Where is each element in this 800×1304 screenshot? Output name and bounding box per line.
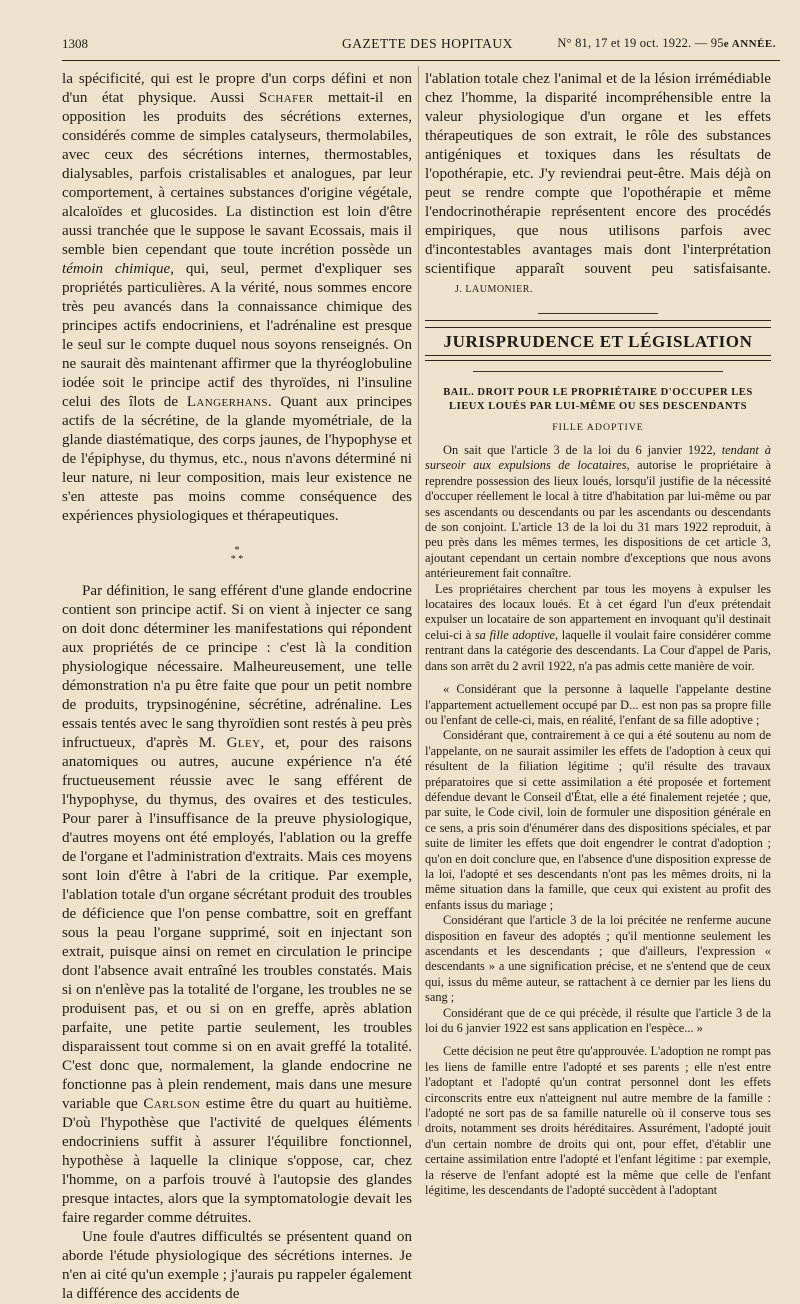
text-run: estime être du quart au huitième. D'où l'hypothèse que l'activité de quelques éléments endocriniens suffit à assurer l'équilibre fonctionnel, hypothèse à laquelle la clinique s'oppose, car, chez l'homme, on a parfois trouvé à l'autopsie des glandes presque intactes, alors que la symptomatologie devait les faire regarder comme détruites. [62, 1096, 412, 1226]
author-name: Langerhans [186, 394, 268, 410]
paragraph: Cette décision ne peut être qu'approuvée. L'adoption ne rompt pas les liens de famille entre l'adopté et ses parents ; elle n'est entre l'adoptant et l'adopté qu'un contrat personnel dont les effets circonscrits entre eux n'atteignent nul autre membre de la famille : l'adopté ne sort pas de sa famille naturelle où il conserve tous ses droits, notamment ses droits héréditaires. Assurément, l'adopté jouit d'un certain nombre de droits qui ont, pour effet, d'établir une certaine assimilation entre l'adopté et l'enfant légitime : par exemple, la réserve de l'enfant adopté est la même que celle de l'enfant légitime, les descendants de l'adopté succèdent à l'adoptant [425, 1044, 771, 1198]
separator-star: * [234, 545, 240, 556]
column-divider [418, 66, 419, 1126]
issue-year: e ANNÉE. [723, 38, 776, 50]
section-separator [62, 546, 412, 564]
text-run: la spécificité, qui est le propre d'un corps défini et non d'un état physique. Aussi [62, 71, 412, 106]
section-heading-box [425, 320, 771, 361]
text-run: qui, seul, permet d'expliquer ses propriétés particulières. A la vérité, nous sommes encore très peu avancés dans la connaissance chimique des principes actifs endocriniens, et l'adrénaline est presque le seul sur le compte duquel nous soyons renseignés. On ne saurait dès maintenant affirmer que la thyréoglobuline iodée soit le principe actif des thyroïdes, ni l'insuline celui des îlots de [62, 261, 412, 410]
page-header [62, 34, 780, 61]
quotation-paragraph: Considérant que, contrairement à ce qui a été soutenu au nom de l'appelante, on ne saurait assimiler les effets de l'adoption à ceux qui résultent de la filiation légitime ; qu'il résulte des travaux préparatoires que si cette assimilation a été proposée et fortement défendue devant le Conseil d'État, elle a été finalement rejetée ; que, par suite, le Code civil, loin de formuler une disposition générale en ce sens, a pris soin d'énumérer dans des dispositions spéciales, et par suite de limiter les effets que doit engendrer le contrat d'adoption ; qu'on en doit conclure que, en l'absence d'une disposition expresse de la loi, l'adopté et ses descendants n'ont pas les mêmes droits, ni la même situation dans la famille, que ceux qui existent au profit des enfants issus du mariage ; [425, 728, 771, 912]
author-signature: J. LAUMONIER. [455, 284, 533, 295]
author-name: Schafer [258, 90, 314, 106]
quotation-paragraph: Considérant que l'article 3 de la loi précitée ne renferme aucune disposition en faveur des adoptés ; qu'il mentionne seulement les ascendants et les descendants ; que d'ailleurs, l'expression « descendants » a une signification précise, et ne s'entend que de ceux qui, issus du même auteur, se rattachent à ce dernier par les liens du sang ; [425, 913, 771, 1005]
paragraph [425, 443, 771, 582]
text-run: Par définition, le sang efférent d'une glande endocrine contient son principe actif. Si on vient à injecter ce sang on doit donc déterminer les manifestations qui répondent aux propriétés de ce principe : c'est là la condition physiologique nécessaire. Malheureusement, une telle démonstration n'a pu être faite que pour un petit nombre de produits, trypsinogénine, sécrétine, adrénaline. Les essais tentés avec le sang thyroïdien sont restés à peu près infructueux, d'après M. [62, 583, 412, 751]
italic-text: témoin chimique, [62, 261, 175, 277]
divider [538, 313, 658, 314]
italic-text: sa fille adoptive [474, 627, 556, 642]
paragraph [62, 582, 412, 1228]
text-run: , et, pour des raisons anatomiques ou autres, aucune expérience n'a été fructueusement réussie avec le sang efférent de l'hypophyse, du thymus, des ovaires et des testicules. Pour parer à l'insuffisance de la preuve physiologique, d'autres moyens ont été employés, l'ablation ou la greffe de l'organe et l'administration d'extraits. Mais ces moyens sont loin d'être à l'abri de la critique. Par exemple, l'ablation totale d'un organe sécrétant produit des troubles de déficience que l'on pense combattre, soit en greffant sous la peau l'organe supprimé, soit en injectant son extrait, puisque ainsi on remet en circulation le principe dont l'absence avait entraîné les troubles constatés. Mais si on n'enlève pas la totalité de l'organe, les troubles ne se produisent pas, et ou si on en greffe, après ablation parfaite, une petite partie seulement, les troubles disparaissent tout comme si on en avait greffé la totalité. C'est donc que, normalement, la glande endocrine ne fonctionne pas à plein rendement, mais dans une mesure variable que [62, 735, 412, 1112]
author-name: Carlson [143, 1096, 201, 1112]
page-number: 1308 [62, 36, 88, 51]
paragraph [62, 70, 412, 526]
issue-info [557, 36, 776, 51]
text-run: On sait que l'article 3 de la loi du 6 janvier 1922, [443, 443, 722, 457]
text-run: , laquelle il voulait faire considérer comme rentrant dans la catégorie des descendants. La Cour d'appel de Paris, dans son arrêt du 2 avril 1922, n'a pas admis cette manière de voir. [425, 627, 771, 673]
paragraph [425, 582, 771, 674]
spacer [425, 1036, 771, 1044]
quotation-paragraph: « Considérant que la personne à laquelle l'appelante destine l'appartement actuellement occupé par D... est non pas sa propre fille ou l'enfant de celle-ci, mais, en réalité, l'enfant de sa fille adoptive ; [425, 682, 771, 727]
spacer [425, 674, 771, 682]
section-heading: JURISPRUDENCE ET LÉGISLATION [425, 327, 771, 356]
text-run: autorise le propriétaire à reprendre possession des lieux loués, lorsqu'il justifie de la nécessité d'occuper réellement le local à titre d'habitation par lui-même ou par ses ascendants ou descendants ou par les ascendants ou descendants de son conjoint. L'article 13 de la loi du 31 mars 1922 reproduit, à peu près dans les mêmes termes, les dispositions de cet article 3, ajoutant cependant un certain nombre d'exceptions que nous avons antérieurement fait connaître. [425, 458, 771, 581]
quotation-paragraph: Considérant que de ce qui précède, il résulte que l'article 3 de la loi du 6 janvier 1922 est sans application en l'espèce... » [425, 1005, 771, 1036]
separator-stars: * * [230, 554, 244, 565]
right-column [425, 70, 771, 1199]
left-column [62, 70, 412, 1304]
text-run: l'ablation totale chez l'animal et de la lésion irrémédiable chez l'homme, la disparité incompréhensible entre la valeur physiologique d'un organe et les effets thérapeutiques de son extrait, le rôle des substances antigéniques et toxiques dans les résultats de l'opothérapie, etc. J'y reviendrai peut-être. Mais déjà on peut se rendre compte que l'opothérapie et même l'endocrinothérapie représentent encore des procédés empiriques, que nous utilisons parfois avec d'incontestables avantages mais dont l'interprétation scientifique apparaît souvent peu satisfaisante. [425, 71, 771, 277]
text-run: Les propriétaires cherchent par tous les moyens à expulser les locataires des locaux loués. Et à cet égard l'un d'eux prétendait expulser un locataire de son appartement en invoquant qu'il destinait celui-ci à [425, 581, 771, 642]
journal-title: GAZETTE DES HOPITAUX [342, 36, 513, 51]
article-subtitle: FILLE ADOPTIVE [552, 422, 644, 433]
italic-text: tendant à surseoir aux expulsions de locataires, [425, 443, 771, 473]
paragraph: Une foule d'autres difficultés se présentent quand on aborde l'étude physiologique des sécrétions internes. Je n'en ai cité qu'un exemple ; j'aurais pu rappeler également la différence des accidents de [62, 1229, 412, 1302]
article-title: BAIL. DROIT POUR LE PROPRIÉTAIRE D'OCCUPER LES LIEUX LOUÉS PAR LUI-MÊME OU SES DESCENDANTS [443, 387, 753, 412]
issue-number-date: N° 81, 17 et 19 oct. 1922. — 95 [557, 36, 724, 50]
text-run: mettait-il en opposition les produits des sécrétions externes, considérés comme de simples catalyseurs, thermolabiles, avec ceux des sécrétions internes, thermostables, dialysables, parfois cristalisables et analogues, par leur comportement, à certaines substances d'origine végétale, alcaloïdes et glucosides. La distinction est loin d'être aussi tranchée que le suppose le savant Ecossais, mais il semble bien cependant que toute incrétion possède un [62, 90, 412, 258]
divider [473, 371, 723, 372]
text-run: . Quant aux principes actifs de la sécrétine, de la glande myométriale, de la glande diastématique, des corps jaunes, de l'hypophyse et de l'épiphyse, du thymus, etc., nous n'avons déterminé ni leur nature, ni leur composition, mais leur existence ne s'en atteste pas moins comme conséquence des expériences physiologiques et thérapeutiques. [62, 394, 412, 524]
author-name: Gley [226, 735, 261, 751]
paragraph [425, 70, 771, 299]
